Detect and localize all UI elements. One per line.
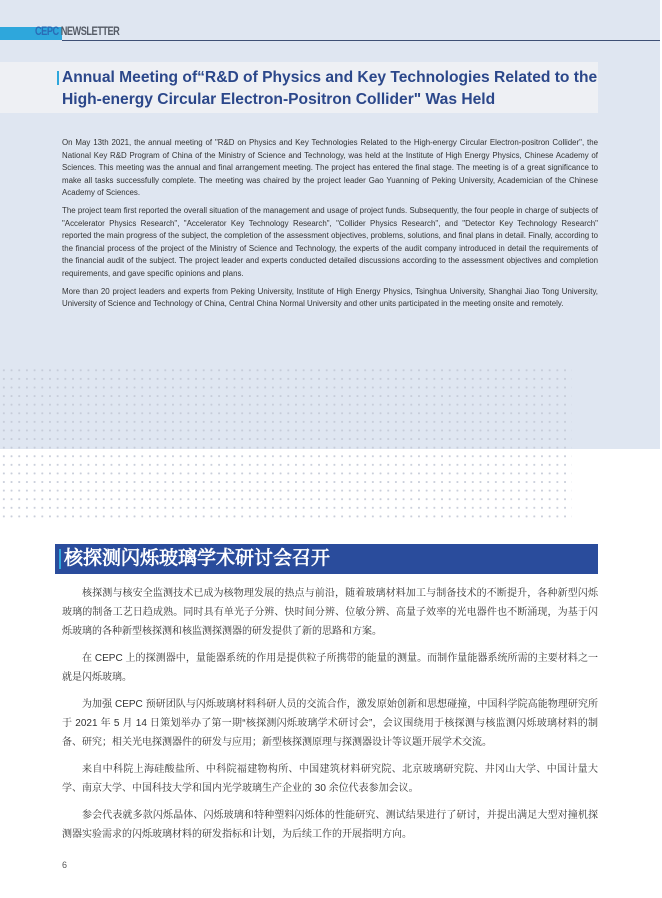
header-divider [62,40,660,41]
section-label: NEWSLETTER [60,26,120,38]
paragraph: 在 CEPC 上的探测器中，量能器系统的作用是提供粒子所携带的能量的测量。而制作量能器系统所需的主要材料之一就是闪烁玻璃。 [62,653,598,683]
article-title-cn: 核探测闪烁玻璃学术研讨会召开 [64,548,331,569]
dot-pattern-decoration [0,366,572,524]
paragraph: More than 20 project leaders and experts from Peking University, Institute of High Energy Physics, Tsinghua University, Shanghai Jiao Tong University, University of Science and Technology of China, Central China Normal University and other units participated in the meeting onsite and remotely. [62,286,598,309]
article-body-en [62,137,598,316]
title-accent-bar [57,71,59,85]
newsletter-header [35,26,119,38]
page-number: 6 [62,860,68,870]
paragraph: The project team first reported the overall situation of the management and usage of project funds. Subsequently, the four people in charge of subjects of "Accelerator Physics Research", "Accelerator Key Technology Research", "Collider Physics Research", and "Detector Key Technology Research" reported the main progress of the subject, the completion of the assessment objectives, problems, solutions, and final plans in detail. Finally, according to the financial process of the project of the Ministry of Science and Technology, the experts of the audit company introduced in detail the requirements of the financial audit of the subject. The project leader and experts conducted detailed discussions according to the assessment objectives and completion requirements, and gave specific opinions and plans. [62,205,598,278]
article-body-cn [62,584,598,852]
brand-label: CEPC [35,26,59,38]
paragraph: 来自中科院上海硅酸盐所、中科院福建物构所、中国建筑材料研究院、北京玻璃研究院、井冈山大学、中国计量大学、南京大学、中国科技大学和国内光学玻璃生产企业的 30 余位代表参加会议。 [62,764,598,794]
paragraph: On May 13th 2021, the annual meeting of "R&D on Physics and Key Technologies Related to the High-energy Circular Electron-positron Collider", the National Key R&D Program of China of the Ministry of Science and Technology, was held at the Institute of High Energy Physics, Chinese Academy of Sciences. This meeting was the annual and final arrangement meeting. The project has entered the final stage. The meeting is of a great significance to make all tasks successfully complete. The meeting was chaired by the project leader Gao Yuanning of Peking University, Academician of the Chinese Academy of Sciences. [62,138,598,198]
cn-title-accent-bar [59,549,61,569]
paragraph: 为加强 CEPC 预研团队与闪烁玻璃材料科研人员的交流合作，激发原始创新和思想碰撞，中国科学院高能物理研究所于 2021 年 5 月 14 日策划举办了第一期“核探测闪烁玻璃学术研讨会”，会议围绕用于核探测与核监测闪烁玻璃材料的制备、研究；相关光电探测器件的研发与应用；新型核探测原理与探测器设计等议题开展学术交流。 [62,699,598,748]
paragraph: 核探测与核安全监测技术已成为核物理发展的热点与前沿，随着玻璃材料加工与制备技术的不断提升，各种新型闪烁玻璃的制备工艺日趋成熟。同时具有单光子分辨、快时间分辨、位敏分辨、高量子效率的光电器件也不断涌现，为基于闪烁玻璃的各种新型核探测和核监测探测器的研发提供了新的思路和方案。 [62,588,598,637]
article-title-en: Annual Meeting of“R&D of Physics and Key Technologies Related to the High-energy Circular Electron-Positron Collider" Was Held [62,69,598,108]
paragraph: 参会代表就多款闪烁晶体、闪烁玻璃和特种塑料闪烁体的性能研究、测试结果进行了研讨，并提出满足大型对撞机探测器实验需求的闪烁玻璃材料的研发指标和计划，为后续工作的开展指明方向。 [62,810,598,840]
